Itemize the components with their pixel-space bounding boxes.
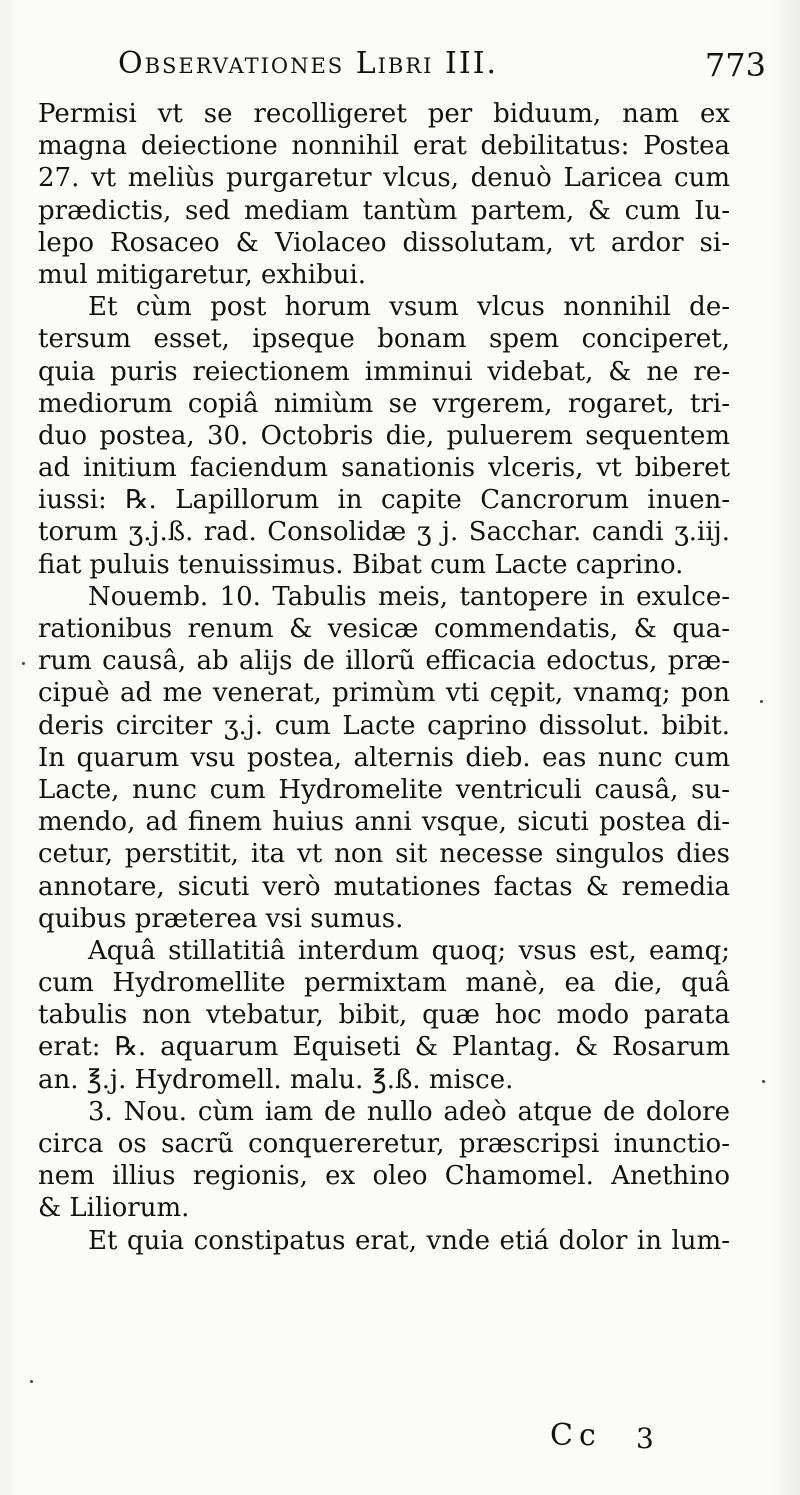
text-line: cum Hydromellite permixtam manè, ea die, quâ: [38, 968, 730, 999]
paragraph-start-line: Nouemb. 10. Tabulis meis, tantopere in exulce-: [88, 581, 730, 612]
text-line: quia puris reiectionem imminui videbat, & ne re-: [38, 356, 730, 387]
text-line: In quarum vsu postea, alternis dieb. eas nunc cum: [38, 742, 730, 773]
ink-speck: [762, 1080, 765, 1083]
paragraph-start-line: Et cùm post horum vsum vlcus nonnihil de-: [88, 292, 730, 323]
text-line: ad initium faciendum sanationis vlceris, vt biberet: [38, 453, 730, 484]
running-title: Observationes Libri III.: [118, 46, 499, 81]
text-line: tersum esset, ipseque bonam spem conciperet,: [38, 324, 730, 355]
text-line: tabulis non vtebatur, bibit, quæ hoc modo parata: [38, 1000, 730, 1031]
text-line: annotare, sicuti verò mutationes factas & remedia: [38, 871, 730, 902]
text-line: magna deiectione nonnihil erat debilitatus: Postea: [38, 131, 730, 162]
text-line: rationibus renum & vesicæ commendatis, & qua-: [38, 614, 730, 644]
text-line: mul mitigaretur, exhibui.: [38, 259, 367, 290]
signature-number: 3: [636, 1422, 654, 1455]
text-line: circa os sacrũ conquereretur, præscripsi inunctio-: [38, 1129, 730, 1159]
paragraph-start-line: 3. Nou. cùm iam de nullo adeò atque de dolore: [88, 1096, 730, 1127]
paragraph-start-line: Aquâ stillatitiâ interdum quoq; vsus est, eamq;: [88, 935, 730, 966]
ink-speck: [30, 1380, 33, 1383]
text-line: prædictis, sed mediam tantùm partem, & cum Iu-: [38, 195, 730, 226]
text-line: deris circiter ʒ.j. cum Lacte caprino dissolut. bibit.: [38, 710, 730, 741]
ink-speck: [760, 700, 763, 703]
page-header: [118, 46, 770, 90]
text-line: Lacte, nunc cum Hydromelite ventriculi causâ, su-: [38, 774, 730, 805]
text-line: cipuè ad me venerat, primùm vti cępit, vnamq; pon: [38, 678, 730, 709]
text-line: mediorum copiâ nimiùm se vrgerem, rogaret, tri-: [38, 388, 730, 419]
text-line: erat: ℞. aquarum Equiseti & Plantag. & Rosarum: [38, 1032, 730, 1063]
text-line: nem illius regionis, ex oleo Chamomel. Anethino: [38, 1161, 730, 1192]
text-line: fiat puluis tenuissimus. Bibat cum Lacte caprino.: [38, 549, 684, 580]
text-line: & Liliorum.: [38, 1193, 190, 1224]
text-line: mendo, ad finem huius anni vsque, sicuti postea di-: [38, 807, 730, 838]
text-line: cetur, perstitit, ita vt non sit necesse singulos dies: [38, 839, 730, 870]
signature-mark: Cc: [550, 1418, 602, 1453]
text-line: lepo Rosaceo & Violaceo dissolutam, vt ardor si-: [38, 227, 730, 258]
text-line: torum ʒ.j.ß. rad. Consolidæ ʒ j. Sacchar. candi ʒ.iij.: [38, 517, 730, 548]
page-footer: [540, 1418, 740, 1458]
text-line: an. ℥.j. Hydromell. malu. ℥.ß. misce.: [38, 1064, 514, 1095]
text-line: duo postea, 30. Octobris die, puluerem sequentem: [38, 420, 730, 451]
body-text: [38, 98, 730, 1257]
ink-speck: [22, 662, 25, 665]
text-line: quibus præterea vsi sumus.: [38, 903, 404, 934]
text-line: 27. vt meliùs purgaretur vlcus, denuò Laricea cum: [38, 163, 730, 194]
text-line: Permisi vt se recolligeret per biduum, nam ex: [38, 99, 730, 129]
text-line: iussi: ℞. Lapillorum in capite Cancrorum inuen-: [38, 485, 730, 516]
page-number: 773: [704, 46, 766, 84]
paragraph-start-line: Et quia constipatus erat, vnde etiá dolor in lum-: [88, 1225, 730, 1256]
text-line: rum causâ, ab alijs de illorũ efficacia edoctus, præ-: [38, 646, 730, 677]
